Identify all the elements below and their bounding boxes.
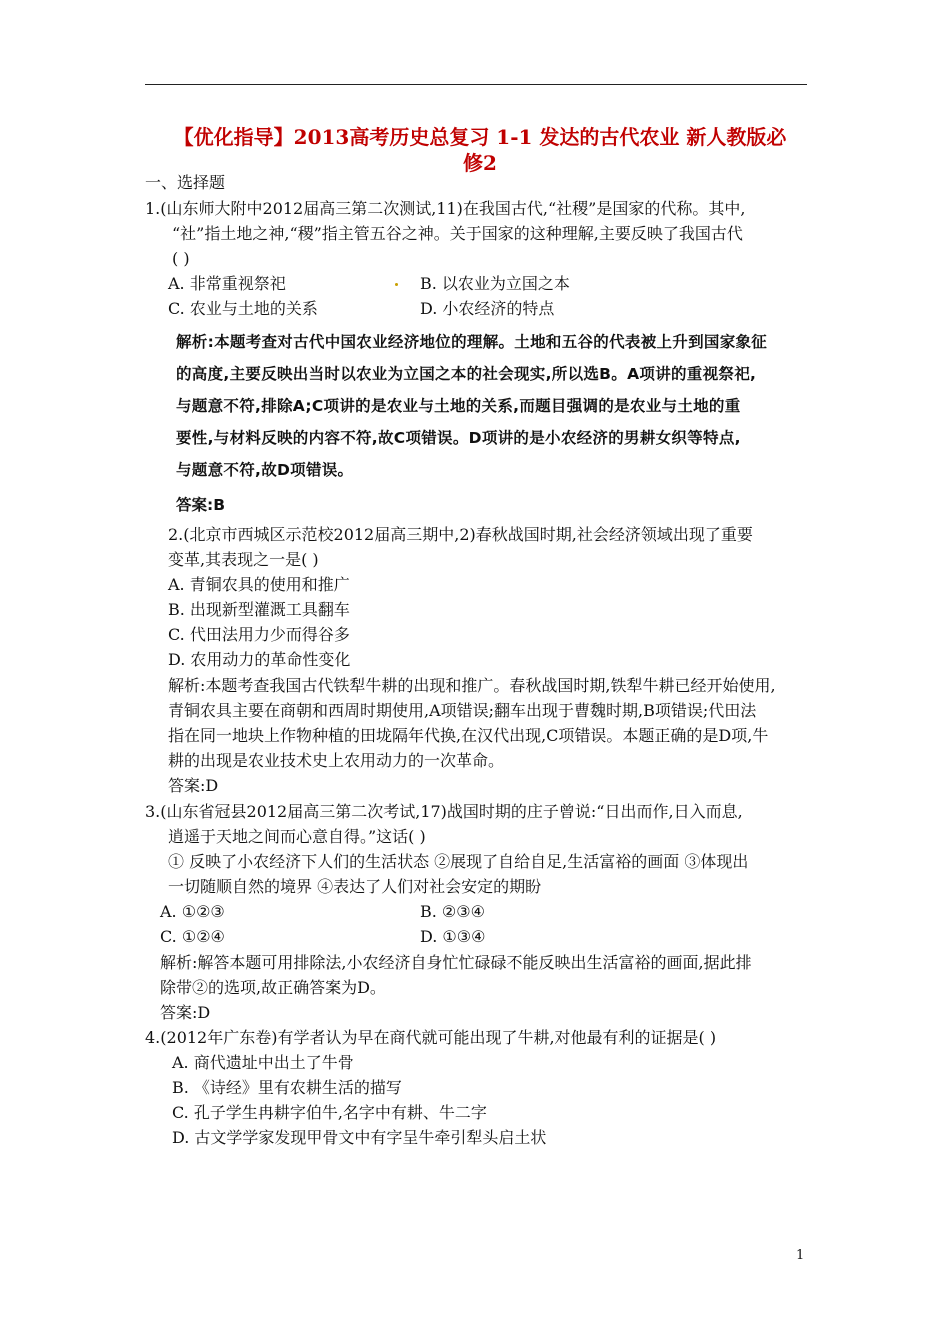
q2-answer: 答案:D [168, 776, 219, 795]
page-number: 1 [796, 1248, 805, 1263]
q3-stem-line-3: ① 反映了小农经济下人们的生活状态 ②展现了自给自足,生活富裕的画面 ③体现出 [168, 852, 749, 871]
stray-dot [395, 283, 398, 286]
q4-stem-line-1: 4.(2012年广东卷)有学者认为早在商代就可能出现了牛耕,对他最有利的证据是( ) [145, 1028, 717, 1047]
q3-explanation-line-2: 除带②的选项,故正确答案为D。 [160, 978, 386, 997]
q3-option-c: C. ①②④ [160, 927, 225, 946]
q3-option-d: D. ①③④ [420, 927, 486, 946]
header-rule [145, 84, 807, 85]
q1-stem-line-2: “社”指土地之神,“稷”指主管五谷之神。关于国家的这种理解,主要反映了我国古代 [172, 224, 743, 243]
q1-explanation-line-1: 解析:本题考查对古代中国农业经济地位的理解。土地和五谷的代表被上升到国家象征 [176, 333, 768, 351]
q1-stem-line-3: ( ) [172, 249, 190, 268]
q1-option-a: A. 非常重视祭祀 [168, 274, 286, 293]
q1-option-d: D. 小农经济的特点 [420, 299, 555, 318]
q4-option-b: B. 《诗经》里有农耕生活的描写 [172, 1078, 402, 1097]
q1-answer: 答案:B [176, 496, 226, 514]
q4-option-c: C. 孔子学生冉耕字伯牛,名字中有耕、牛二字 [172, 1103, 487, 1122]
q2-explanation-line-1: 解析:本题考查我国古代铁犁牛耕的出现和推广。春秋战国时期,铁犁牛耕已经开始使用, [168, 676, 776, 695]
document-title [140, 124, 820, 176]
q3-stem-line-4: 一切随顺自然的境界 ④表达了人们对社会安定的期盼 [168, 877, 542, 896]
title-line-2: 修2 [463, 151, 497, 175]
q1-explanation-line-5: 与题意不符,故D项错误。 [176, 461, 354, 479]
q3-option-b: B. ②③④ [420, 902, 485, 921]
q3-answer: 答案:D [160, 1003, 211, 1022]
q1-option-b: B. 以农业为立国之本 [420, 274, 570, 293]
q1-option-c: C. 农业与土地的关系 [168, 299, 318, 318]
q4-option-d: D. 古文学学家发现甲骨文中有字呈牛牵引犁头启土状 [172, 1128, 547, 1147]
q3-stem-line-1: 3.(山东省冠县2012届高三第二次考试,17)战国时期的庄子曾说:“日出而作,日入而息, [145, 802, 743, 821]
q1-stem-line-1: 1.(山东师大附中2012届高三第二次测试,11)在我国古代,“社稷”是国家的代称。其中, [145, 199, 746, 218]
q3-stem-line-2: 逍遥于天地之间而心意自得。”这话( ) [168, 827, 426, 846]
q1-explanation-line-3: 与题意不符,排除A;C项讲的是农业与土地的关系,而题目强调的是农业与土地的重 [176, 397, 741, 415]
q3-explanation-line-1: 解析:解答本题可用排除法,小农经济自身忙忙碌碌不能反映出生活富裕的画面,据此排 [160, 953, 752, 972]
q1-explanation [176, 326, 816, 486]
q3-option-a: A. ①②③ [160, 902, 225, 921]
q2-option-a: A. 青铜农具的使用和推广 [168, 575, 350, 594]
q4-option-a: A. 商代遗址中出土了牛骨 [172, 1053, 354, 1072]
q1-explanation-line-4: 要性,与材料反映的内容不符,故C项错误。D项讲的是小农经济的男耕女织等特点, [176, 429, 741, 447]
q1-explanation-line-2: 的高度,主要反映出当时以农业为立国之本的社会现实,所以选B。A项讲的重视祭祀, [176, 365, 757, 383]
q2-explanation-line-3: 指在同一地块上作物种植的田垅隔年代换,在汉代出现,C项错误。本题正确的是D项,牛 [168, 726, 769, 745]
section-heading: 一、选择题 [145, 173, 226, 192]
q2-option-b: B. 出现新型灌溉工具翻车 [168, 600, 350, 619]
q2-stem-line-2: 变革,其表现之一是( ) [168, 550, 319, 569]
q2-option-d: D. 农用动力的革命性变化 [168, 650, 351, 669]
q2-explanation-line-2: 青铜农具主要在商朝和西周时期使用,A项错误;翻车出现于曹魏时期,B项错误;代田法 [168, 701, 757, 720]
q2-option-c: C. 代田法用力少而得谷多 [168, 625, 350, 644]
q2-explanation-line-4: 耕的出现是农业技术史上农用动力的一次革命。 [168, 751, 505, 770]
q2-stem-line-1: 2.(北京市西城区示范校2012届高三期中,2)春秋战国时期,社会经济领域出现了重要 [168, 525, 753, 544]
title-line-1: 【优化指导】2013高考历史总复习 1-1 发达的古代农业 新人教版必 [173, 125, 787, 149]
